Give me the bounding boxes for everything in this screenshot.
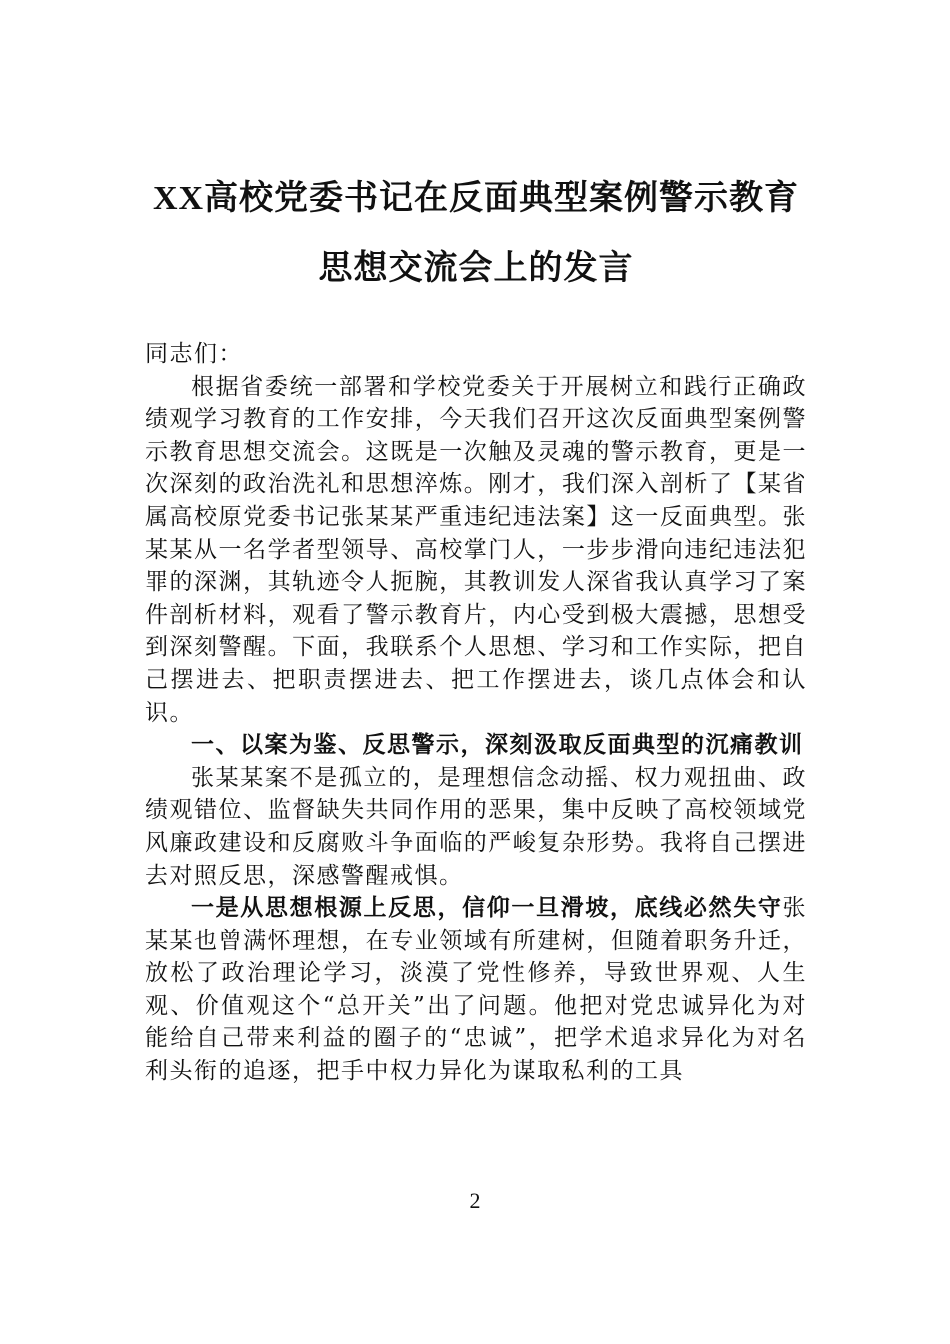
paragraph-section-1: 张某某案不是孤立的，是理想信念动摇、权力观扭曲、政绩观错位、监督缺失共同作用的恶果，集中反映了高校领域党风廉政建设和反腐败斗争面临的严峻复杂形势。我将自己摆进去对照反思，深感警醒戒惧。 bbox=[145, 764, 807, 889]
point-1-body: 张某某也曾满怀理想，在专业领域有所建树，但随着职务升迁，放松了政治理论学习，淡漠了党性修养，导致世界观、人生观、价值观这个“总开关”出了问题。他把对党忠诚异化为对能给自己带来利益的圈子的“忠诚”，把学术追求异化为对名利头衔的追逐，把手中权力异化为谋取私利的工具 bbox=[145, 895, 807, 1085]
page-number: 2 bbox=[469, 1188, 481, 1213]
paragraph-point-1 bbox=[145, 892, 807, 1088]
paragraph-intro: 根据省委统一部署和学校党委关于开展树立和践行正确政绩观学习教育的工作安排，今天我们召开这次反面典型案例警示教育思想交流会。这既是一次触及灵魂的警示教育，更是一次深刻的政治洗礼和思想淬炼。刚才，我们深入剖析了【某省属高校原党委书记张某某严重违纪违法案】这一反面典型。张某某从一名学者型领导、高校掌门人，一步步滑向违纪违法犯罪的深渊，其轨迹令人扼腕，其教训发人深省我认真学习了案件剖析材料，观看了警示教育片，内心受到极大震撼，思想受到深刻警醒。下面，我联系个人思想、学习和工作实际，把自己摆进去、把职责摆进去、把工作摆进去，谈几点体会和认识。 bbox=[145, 373, 807, 726]
section-heading-1: 一、以案为鉴、反思警示，深刻汲取反面典型的沉痛教训 bbox=[191, 732, 804, 759]
document-title-line-2: 思想交流会上的发言 bbox=[318, 250, 634, 287]
point-1-lead: 一是从思想根源上反思，信仰一旦滑坡，底线必然失守 bbox=[191, 894, 783, 922]
document-title-line-1: XX高校党委书记在反面典型案例警示教育 bbox=[152, 180, 800, 217]
salutation: 同志们： bbox=[145, 341, 243, 367]
document-body bbox=[145, 338, 807, 1088]
